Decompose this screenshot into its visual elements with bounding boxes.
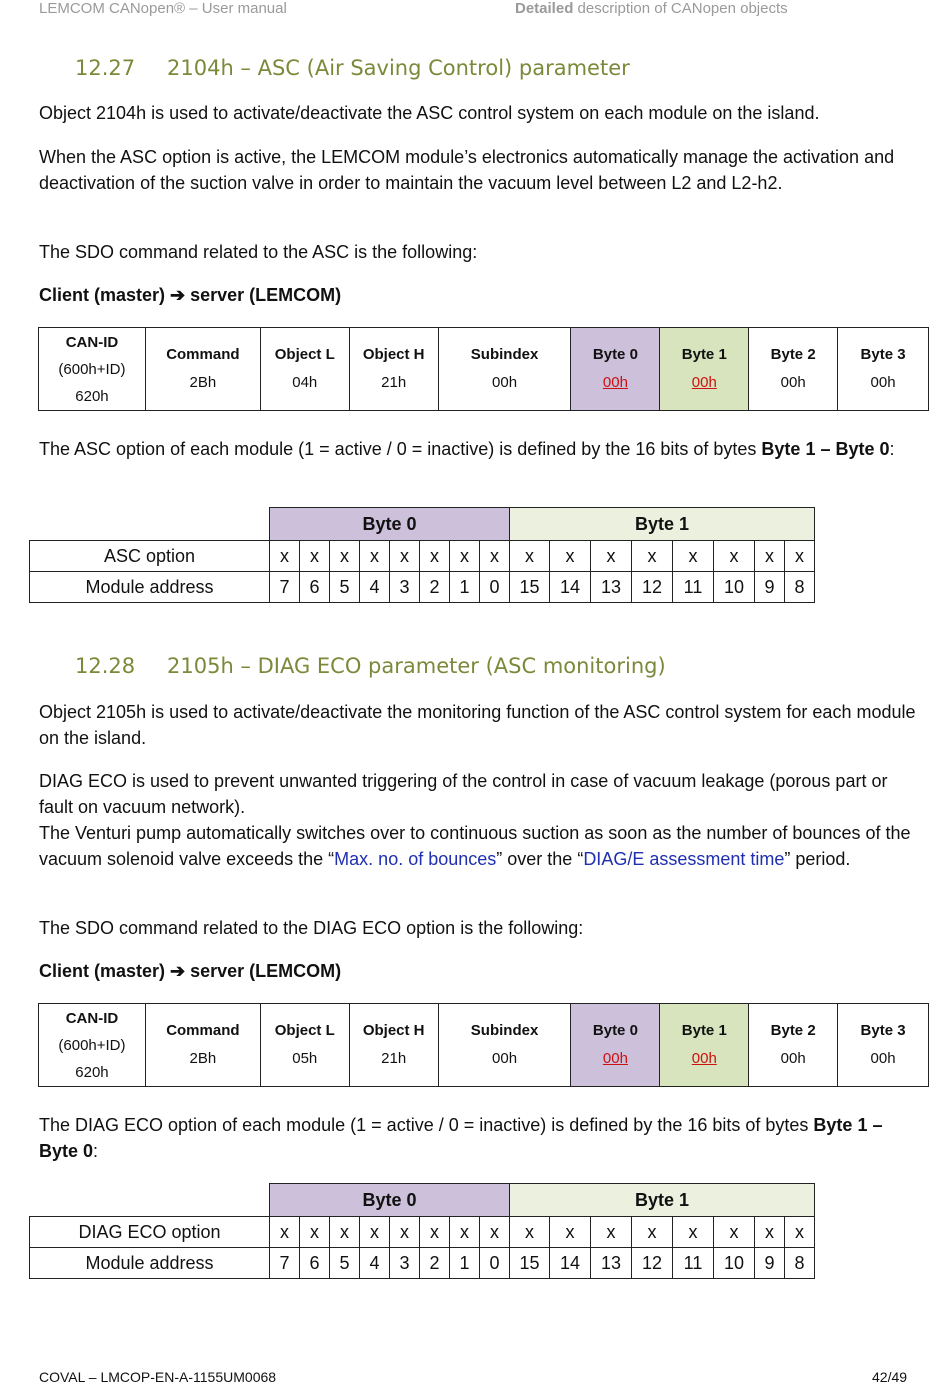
bit-cell: x bbox=[300, 541, 330, 572]
sdo-value: 00h bbox=[691, 374, 717, 391]
bit-table-corner bbox=[30, 1184, 270, 1217]
sdo-value: 620h bbox=[75, 1063, 109, 1081]
bit-cell: x bbox=[480, 1217, 510, 1248]
reference-diag-assessment-time: DIAG/E assessment time bbox=[583, 849, 785, 869]
bit-cell: 4 bbox=[360, 572, 390, 603]
sdo-header: Command bbox=[166, 346, 240, 363]
footer-doc-reference: COVAL – LMCOP-EN-A-1155UM0068 bbox=[39, 1369, 277, 1385]
sdo-value: 00h bbox=[602, 374, 628, 391]
bit-cell: 12 bbox=[632, 1248, 673, 1279]
running-header-bold: Detailed bbox=[515, 0, 574, 17]
bit-cell: 3 bbox=[390, 1248, 420, 1279]
bit-table-corner bbox=[30, 508, 270, 541]
sdo-header: Byte 3 bbox=[860, 346, 906, 363]
section-number: 12.28 bbox=[75, 654, 136, 678]
bit-cell: 15 bbox=[510, 1248, 550, 1279]
sdo-cell-byte3 bbox=[838, 1004, 929, 1087]
sdo-cell-command bbox=[145, 328, 260, 411]
sdo-cell-object-l bbox=[260, 1004, 349, 1087]
bit-cell: x bbox=[450, 541, 480, 572]
paragraph-text: The ASC option of each module (1 = active / 0 = inactive) is defined by the 16 bits of bytes bbox=[39, 439, 762, 459]
bit-table-byte1-header: Byte 1 bbox=[510, 508, 815, 541]
sdo-cell-byte0 bbox=[571, 328, 660, 411]
paragraph-text: ” period. bbox=[784, 849, 851, 869]
bit-cell: x bbox=[390, 1217, 420, 1248]
bit-cell: 2 bbox=[420, 572, 450, 603]
bit-table-diag-eco bbox=[29, 1183, 815, 1279]
bit-cell: x bbox=[755, 541, 785, 572]
sdo-value: 00h bbox=[780, 1050, 806, 1067]
sdo-header: CAN-ID bbox=[65, 1009, 119, 1027]
bit-cell: 3 bbox=[390, 572, 420, 603]
sdo-cell-canid bbox=[39, 1004, 146, 1087]
paragraph bbox=[39, 1112, 919, 1164]
bit-cell: x bbox=[673, 541, 714, 572]
sdo-header: Subindex bbox=[470, 346, 539, 363]
bit-cell: 7 bbox=[270, 572, 300, 603]
sdo-header: Byte 0 bbox=[592, 346, 638, 363]
sdo-value: 00h bbox=[870, 1050, 896, 1067]
section-number: 12.27 bbox=[75, 56, 136, 80]
bit-cell: 5 bbox=[330, 1248, 360, 1279]
bit-row-address bbox=[30, 572, 815, 603]
sdo-value: 04h bbox=[292, 374, 318, 391]
bit-cell: x bbox=[390, 541, 420, 572]
bit-cell: x bbox=[360, 1217, 390, 1248]
paragraph: The SDO command related to the DIAG ECO option is the following: bbox=[39, 918, 584, 938]
paragraph-text: The Venturi pump automatically switches over to continuous suction as soon as the number of bounces of the vacuum solenoid valve exceeds the “ bbox=[39, 823, 911, 869]
sdo-sub: (600h+ID) bbox=[58, 1036, 126, 1054]
sdo-cell-byte1 bbox=[660, 328, 749, 411]
paragraph: Object 2104h is used to activate/deactivate the ASC control system on each module on the island. bbox=[39, 103, 820, 123]
bit-cell: x bbox=[510, 1217, 550, 1248]
sdo-cell-subindex bbox=[438, 1004, 571, 1087]
sdo-value: 00h bbox=[492, 374, 518, 391]
bit-row-label: DIAG ECO option bbox=[30, 1217, 270, 1248]
bit-cell: 10 bbox=[714, 572, 755, 603]
bit-cell: x bbox=[673, 1217, 714, 1248]
bit-cell: 9 bbox=[755, 1248, 785, 1279]
bit-cell: 0 bbox=[480, 1248, 510, 1279]
sdo-cell-canid bbox=[39, 328, 146, 411]
sdo-value: 00h bbox=[780, 374, 806, 391]
bit-table-byte0-header: Byte 0 bbox=[270, 1184, 510, 1217]
section-heading-2104h bbox=[75, 56, 630, 80]
bit-cell: x bbox=[270, 1217, 300, 1248]
bit-cell: x bbox=[270, 541, 300, 572]
bit-cell: 5 bbox=[330, 572, 360, 603]
bit-cell: x bbox=[714, 541, 755, 572]
sdo-value: 00h bbox=[492, 1050, 518, 1067]
bit-cell: x bbox=[300, 1217, 330, 1248]
bit-cell: x bbox=[330, 1217, 360, 1248]
sdo-value: 620h bbox=[75, 387, 109, 405]
sdo-header: Command bbox=[166, 1022, 240, 1039]
paragraph-text: : bbox=[889, 439, 895, 459]
paragraph: When the ASC option is active, the LEMCOM module’s electronics automatically manage the activation and deactivation of the suction valve in order to maintain the vacuum level between L2 and L2-h2. bbox=[39, 147, 895, 193]
sdo-cell-object-h bbox=[349, 1004, 438, 1087]
bit-cell: x bbox=[550, 1217, 591, 1248]
paragraph bbox=[39, 436, 919, 462]
bit-cell: x bbox=[330, 541, 360, 572]
bit-cell: 0 bbox=[480, 572, 510, 603]
paragraph-text: : bbox=[93, 1141, 99, 1161]
running-header-left: LEMCOM CANopen® – User manual bbox=[39, 0, 287, 17]
bit-cell: x bbox=[591, 1217, 632, 1248]
bit-row-label: Module address bbox=[30, 1248, 270, 1279]
sdo-value: 05h bbox=[292, 1050, 318, 1067]
sdo-value: 00h bbox=[691, 1050, 717, 1067]
sdo-command-table bbox=[38, 1003, 929, 1087]
sdo-command-table bbox=[38, 327, 929, 411]
bit-cell: x bbox=[591, 541, 632, 572]
bit-cell: 4 bbox=[360, 1248, 390, 1279]
bit-cell: x bbox=[755, 1217, 785, 1248]
bit-cell: x bbox=[420, 1217, 450, 1248]
bit-cell: 12 bbox=[632, 572, 673, 603]
bit-cell: 6 bbox=[300, 572, 330, 603]
bit-cell: 8 bbox=[785, 572, 815, 603]
bit-cell: x bbox=[550, 541, 591, 572]
sdo-cell-command bbox=[145, 1004, 260, 1087]
bit-cell: 11 bbox=[673, 1248, 714, 1279]
sdo-header: Object H bbox=[362, 1022, 425, 1039]
sdo-cell-subindex bbox=[438, 328, 571, 411]
bit-row-label: ASC option bbox=[30, 541, 270, 572]
bit-cell: x bbox=[632, 541, 673, 572]
bit-row-option bbox=[30, 1217, 815, 1248]
bit-cell: 6 bbox=[300, 1248, 330, 1279]
bit-table-asc bbox=[29, 507, 815, 603]
sdo-value: 00h bbox=[870, 374, 896, 391]
paragraph bbox=[39, 820, 919, 872]
paragraph-bold: Byte 1 – Byte 0 bbox=[39, 1115, 883, 1161]
sdo-header: Byte 1 bbox=[681, 346, 727, 363]
bit-cell: 7 bbox=[270, 1248, 300, 1279]
sdo-cell-byte3 bbox=[838, 328, 929, 411]
sdo-header: CAN-ID bbox=[65, 333, 119, 351]
paragraph: The SDO command related to the ASC is the following: bbox=[39, 242, 478, 262]
bit-cell: 11 bbox=[673, 572, 714, 603]
bit-cell: 8 bbox=[785, 1248, 815, 1279]
sdo-header: Byte 3 bbox=[860, 1022, 906, 1039]
bit-cell: 13 bbox=[591, 572, 632, 603]
bit-cell: 10 bbox=[714, 1248, 755, 1279]
paragraph-text: ” over the “ bbox=[496, 849, 584, 869]
section-title: 2104h – ASC (Air Saving Control) parameter bbox=[167, 56, 630, 80]
paragraph-text: The DIAG ECO option of each module (1 = active / 0 = inactive) is defined by the 16 bits of bytes bbox=[39, 1115, 814, 1135]
bit-row-address bbox=[30, 1248, 815, 1279]
bit-cell: 1 bbox=[450, 572, 480, 603]
reference-max-bounces: Max. no. of bounces bbox=[334, 849, 497, 869]
paragraph: Object 2105h is used to activate/deactivate the monitoring function of the ASC control system for each module on the island. bbox=[39, 702, 916, 748]
section-title: 2105h – DIAG ECO parameter (ASC monitoring) bbox=[167, 654, 666, 678]
bit-cell: 13 bbox=[591, 1248, 632, 1279]
client-server-line: Client (master) ➔ server (LEMCOM) bbox=[39, 285, 342, 305]
sdo-header: Byte 1 bbox=[681, 1022, 727, 1039]
sdo-header: Byte 2 bbox=[770, 1022, 816, 1039]
sdo-value: 21h bbox=[381, 1050, 407, 1067]
sdo-value: 21h bbox=[381, 374, 407, 391]
sdo-cell-byte0 bbox=[571, 1004, 660, 1087]
bit-cell: x bbox=[785, 541, 815, 572]
sdo-cell-byte2 bbox=[749, 1004, 838, 1087]
sdo-header: Subindex bbox=[470, 1022, 539, 1039]
sdo-cell-byte2 bbox=[749, 328, 838, 411]
bit-cell: x bbox=[360, 541, 390, 572]
sdo-header: Object L bbox=[274, 346, 335, 363]
sdo-header: Object L bbox=[274, 1022, 335, 1039]
sdo-cell-object-l bbox=[260, 328, 349, 411]
sdo-header: Byte 0 bbox=[592, 1022, 638, 1039]
bit-cell: 15 bbox=[510, 572, 550, 603]
bit-table-byte0-header: Byte 0 bbox=[270, 508, 510, 541]
paragraph: DIAG ECO is used to prevent unwanted triggering of the control in case of vacuum leakage (porous part or fault on vacuum network). bbox=[39, 771, 888, 817]
bit-row-label: Module address bbox=[30, 572, 270, 603]
bit-table-byte1-header: Byte 1 bbox=[510, 1184, 815, 1217]
running-header-right bbox=[515, 0, 788, 17]
bit-row-option bbox=[30, 541, 815, 572]
sdo-value: 00h bbox=[602, 1050, 628, 1067]
bit-cell: x bbox=[714, 1217, 755, 1248]
bit-cell: x bbox=[510, 541, 550, 572]
bit-cell: x bbox=[480, 541, 510, 572]
footer-page-number: 42/49 bbox=[872, 1369, 908, 1385]
bit-cell: x bbox=[632, 1217, 673, 1248]
sdo-cell-byte1 bbox=[660, 1004, 749, 1087]
bit-cell: x bbox=[420, 541, 450, 572]
bit-cell: 2 bbox=[420, 1248, 450, 1279]
bit-cell: 14 bbox=[550, 1248, 591, 1279]
sdo-value: 2Bh bbox=[189, 374, 217, 391]
sdo-header: Byte 2 bbox=[770, 346, 816, 363]
bit-cell: 9 bbox=[755, 572, 785, 603]
paragraph-bold: Byte 1 – Byte 0 bbox=[761, 439, 890, 459]
bit-cell: x bbox=[450, 1217, 480, 1248]
sdo-cell-object-h bbox=[349, 328, 438, 411]
sdo-header: Object H bbox=[362, 346, 425, 363]
sdo-value: 2Bh bbox=[189, 1050, 217, 1067]
client-server-line: Client (master) ➔ server (LEMCOM) bbox=[39, 961, 342, 981]
section-heading-2105h bbox=[75, 654, 666, 678]
bit-cell: 14 bbox=[550, 572, 591, 603]
bit-cell: 1 bbox=[450, 1248, 480, 1279]
sdo-sub: (600h+ID) bbox=[58, 360, 126, 378]
bit-cell: x bbox=[785, 1217, 815, 1248]
running-header-rest: description of CANopen objects bbox=[573, 0, 788, 17]
